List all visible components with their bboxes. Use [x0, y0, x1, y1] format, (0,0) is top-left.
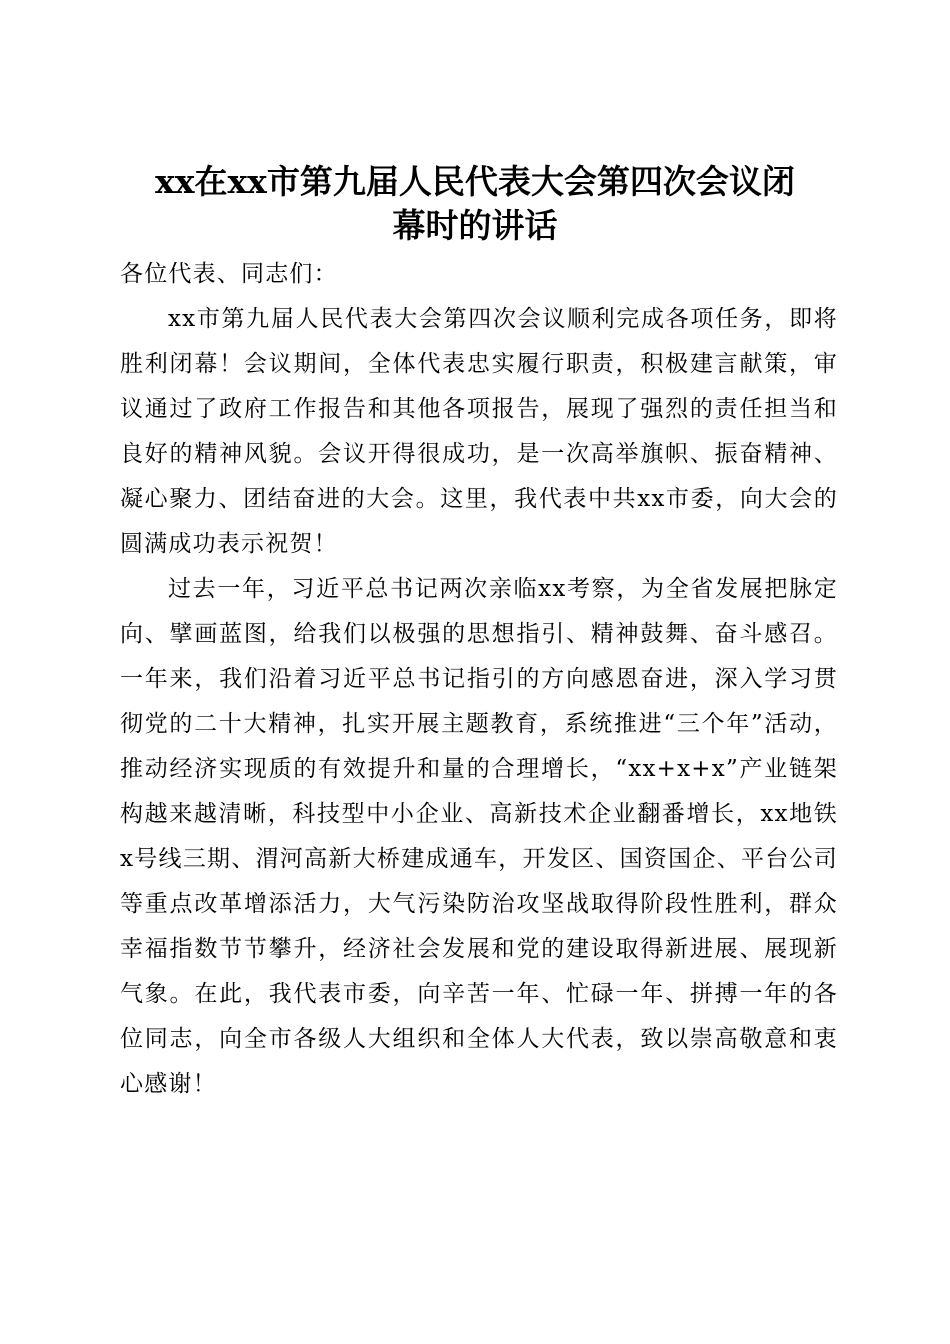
title-line-1: xx在xx市第九届人民代表大会第四次会议闭 [155, 162, 795, 202]
document-title [110, 160, 840, 248]
paragraph-1: xx市第九届人民代表大会第四次会议顺利完成各项任务，即将胜利闭幕！会议期间，全体代表忠实履行职责，积极建言献策，审议通过了政府工作报告和其他各项报告，展现了强烈的责任担当和良好的精神风貌。会议开得很成功，是一次高举旗帜、振奋精神、凝心聚力、团结奋进的大会。这里，我代表中共xx市委，向大会的圆满成功表示祝贺！ [120, 306, 838, 557]
document-body [120, 252, 838, 1107]
title-line-2: 幕时的讲话 [392, 206, 558, 246]
paragraph-2: 过去一年，习近平总书记两次亲临xx考察，为全省发展把脉定向、擘画蓝图，给我们以极强的思想指引、精神鼓舞、奋斗感召。一年来，我们沿着习近平总书记指引的方向感恩奋进，深入学习贯彻党的二十大精神，扎实开展主题教育，系统推进“三个年”活动，推动经济实现质的有效提升和量的合理增长，“xx+x+x”产业链架构越来越清晰，科技型中小企业、高新技术企业翻番增长，xx地铁x号线三期、渭河高新大桥建成通车，开发区、国资国企、平台公司等重点改革增添活力，大气污染防治攻坚战取得阶段性胜利，群众幸福指数节节攀升，经济社会发展和党的建设取得新进展、展现新气象。在此，我代表市委，向辛苦一年、忙碌一年、拼搏一年的各位同志，向全市各级人大组织和全体人大代表，致以崇高敬意和衷心感谢！ [120, 576, 838, 1097]
salutation: 各位代表、同志们： [120, 261, 338, 287]
